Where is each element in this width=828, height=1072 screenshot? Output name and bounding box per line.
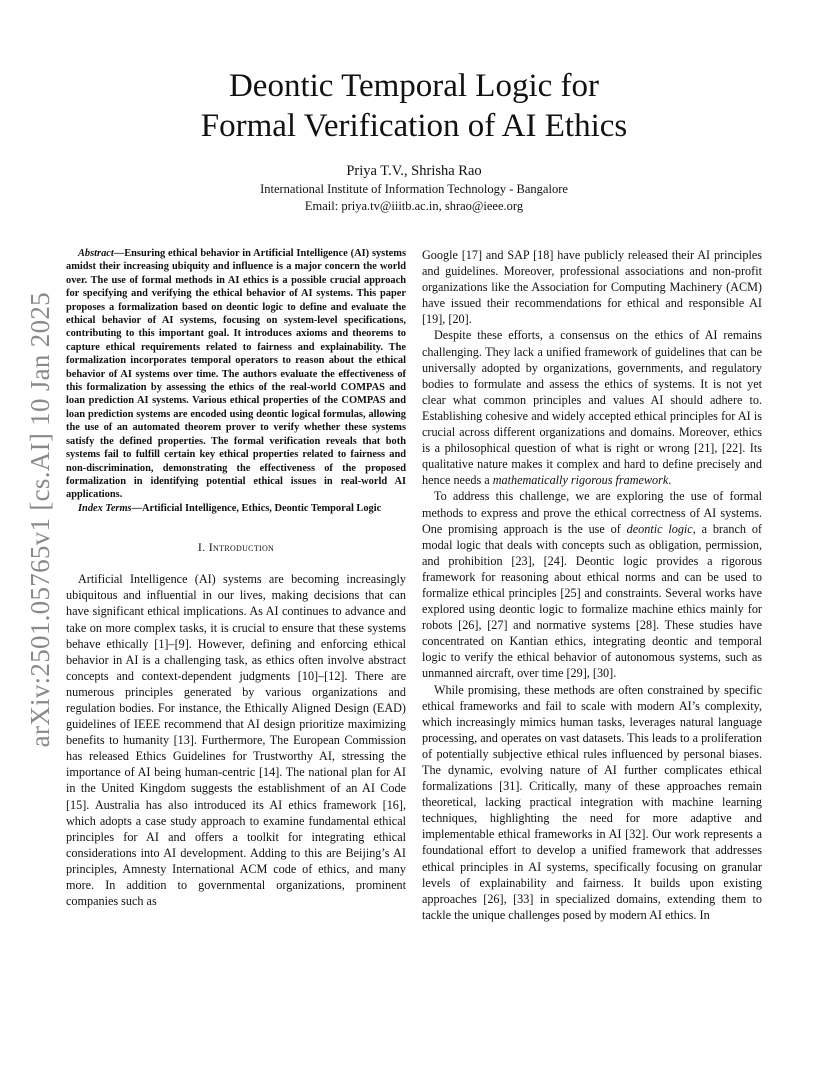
intro-paragraph-1: Artificial Intelligence (AI) systems are becoming increasingly ubiquitous and influential in our lives, making decisions that can have significant ethical implications. As AI continues to advance and take on more complex tasks, it is crucial to ensure that these systems behave ethically [1]–[9]. However, defining and enforcing ethical behavior in AI is a challenging task, as ethics often involve abstract concepts and context-dependent judgments [10]–[12]. There are numerous principles generated by various organizations and regulation bodies. For instance, the Ethically Aligned Design (EAD) guidelines of IEEE recommend that AI design prioritize maximizing benefits to humanity [13]. Furthermore, The European Commission has released Ethics Guidelines for Trustworthy AI, stressing the importance of AI being human-centric [14]. The national plan for AI in the United Kingdom suggests the establishment of an AI Code [15]. Australia has also introduced its AI ethics framework [16], which adopts a case study approach to examine fundamental ethical principles for AI and offers a toolkit for integrating ethical considerations into AI development. Adding to this are Beijing’s AI principles, Amnesty International ACM code of ethics, and many more. In addition to governmental organizations, prominent companies such as <box>66 572 406 909</box>
right-paragraph-2 <box>422 327 762 488</box>
index-terms-text: —Artificial Intelligence, Ethics, Deontic Temporal Logic <box>131 502 382 514</box>
index-terms-lead: Index Terms <box>78 502 132 514</box>
right-paragraph-3 <box>422 488 762 681</box>
left-column <box>66 247 406 909</box>
right-p2-text-b: . <box>668 473 672 488</box>
paper-title <box>100 66 728 146</box>
right-paragraph-1: Google [17] and SAP [18] have publicly released their AI principles and guidelines. Moreover, professional associations and non-profit organizations like the Association for Computing Machinery (ACM) have issued their recommendations for ethical and responsible AI [19], [20]. <box>422 248 762 327</box>
authors: Priya T.V., Shrisha Rao <box>346 163 482 179</box>
affiliation: International Institute of Information Technology - Bangalore <box>260 182 568 196</box>
right-p3-text-b: , a branch of modal logic that deals with concepts such as obligation, permission, and prohibition [23], [24]. Deontic logic provides a rigorous framework for reasoning about ethical norms and can be used to formalize ethical principles [25] and constraints. Several works have explored using deontic logic to formalize machine ethics mainly for robots [26], [27] and normative systems [28]. These studies have concentrated on Kantian ethics, integrating deontic and temporal logic to verify the ethical behavior of autonomous systems, such as unmanned aircraft, over time [29], [30]. <box>422 521 762 681</box>
arxiv-stamp-text: arXiv:2501.05765v1 [cs.AI] 10 Jan 2025 <box>24 292 55 748</box>
arxiv-stamp <box>20 270 60 770</box>
right-p2-emphasis: mathematically rigorous framework <box>492 473 669 488</box>
right-p3-emphasis: deontic logic <box>626 521 693 536</box>
abstract <box>66 247 406 502</box>
title-line-1: Deontic Temporal Logic for <box>228 68 600 104</box>
section-title-introduction: I. Introduction <box>197 540 275 555</box>
index-terms <box>66 502 406 515</box>
right-column <box>422 247 762 923</box>
right-paragraph-4: While promising, these methods are often constrained by specific ethical frameworks and fail to scale with modern AI’s complexity, which increasingly mimics human tasks, leverages natural language processing, and operates on vast datasets. This leads to a proliferation of potentially subjective ethical rules influenced by personal biases. The dynamic, evolving nature of AI further complicates ethical formalizations [31]. Critically, many of these approaches remain theoretical, lacking practical integration with machine learning techniques, highlighting the need for more adaptive and implementable ethical frameworks in AI [32]. Our work represents a foundational effort to develop a unified framework that addresses ethical principles in AI systems, specifically focusing on granular levels of explainability and fairness. It builds upon existing approaches [26], [33] in specialized domains, extending them to tackle the unique challenges posed by modern AI ethics. In <box>422 682 762 922</box>
title-line-2: Formal Verification of AI Ethics <box>200 108 628 144</box>
abstract-text: —Ensuring ethical behavior in Artificial Intelligence (AI) systems amidst their increasing ubiquity and influence is a major concern the world over. The use of formal methods in AI ethics is a possible crucial approach for specifying and verifying the ethical behavior of AI systems. This paper proposes a formalization based on deontic logic to define and evaluate the ethical behavior of AI systems, focusing on system-level specifications, contributing to this important goal. It introduces axioms and theorems to capture ethical requirements related to fairness and explainability. The formalization incorporates temporal operators to reason about the ethical behavior of AI systems over time. The authors evaluate the effectiveness of this formalization by assessing the ethics of the real-world COMPAS and loan prediction AI systems. Various ethical properties of the COMPAS and loan prediction systems are encoded using deontic logical formulas, allowing the use of an automated theorem prover to verify whether these systems satisfy the defined properties. The formal verification reveals that both systems fail to fulfill certain key ethical properties related to fairness and non-discrimination, demonstrating the effectiveness of the proposed formalization in identifying potential ethical issues in real-world AI applications. <box>66 248 406 501</box>
right-p3-text-a: To address this challenge, we are exploring the use of formal methods to express and prove the ethical correctness of AI systems. One promising approach is the use of <box>422 489 762 536</box>
email: Email: priya.tv@iiitb.ac.in, shrao@ieee.org <box>304 199 524 213</box>
abstract-lead: Abstract <box>78 248 114 259</box>
right-p2-text-a: Despite these efforts, a consensus on the ethics of AI remains challenging. They lack a unified framework of guidelines that can be universally adopted by organizations, governments, and regulatory bodies to formulate and assess the ethics of systems. It is not yet clear what common principles and values AI should adhere to. Establishing cohesive and widely accepted ethical principles for AI is crucial across different organizations and domains. Moreover, ethics is a philosophical question of what is right or wrong [21], [22]. Its qualitative nature makes it complex and hard to define precisely and hence needs a <box>422 328 762 488</box>
